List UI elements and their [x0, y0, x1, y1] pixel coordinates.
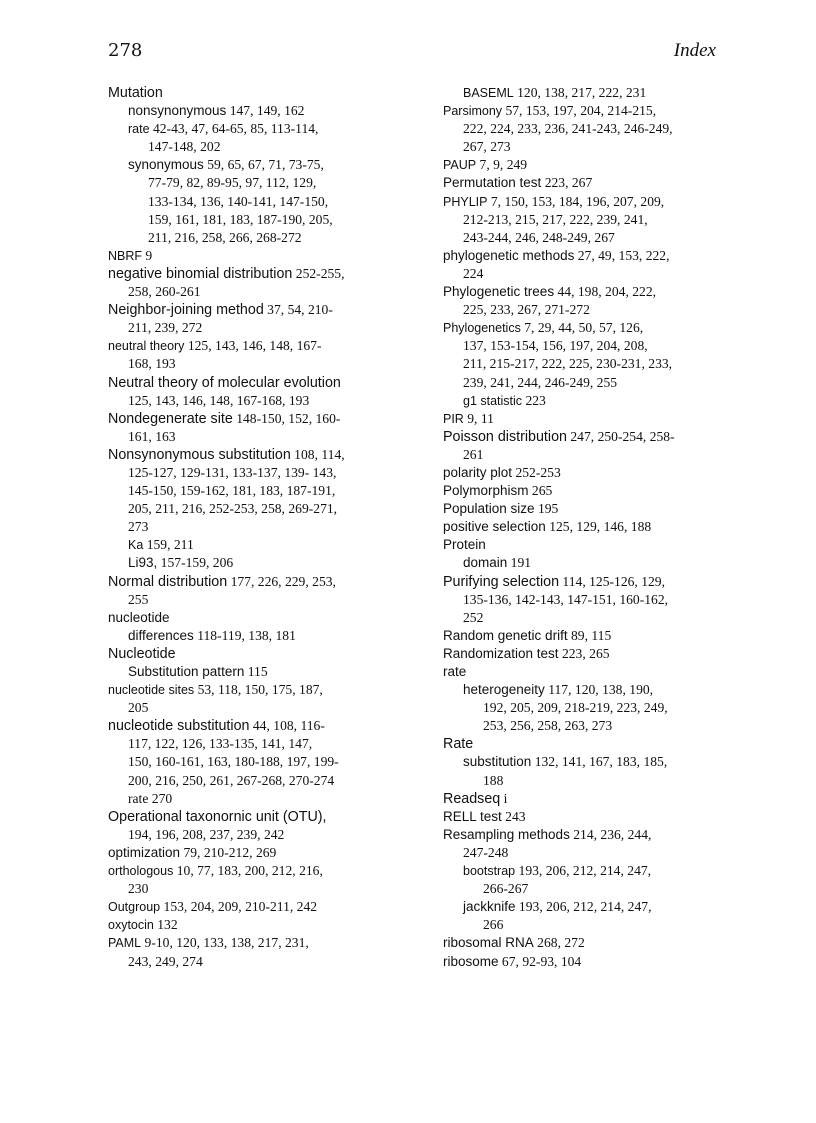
index-term: Resampling methods: [443, 826, 570, 842]
index-pages: 205, 211, 216, 252-253, 258, 269-271,: [128, 501, 338, 517]
index-term: NBRF: [108, 248, 143, 263]
index-line: [108, 84, 428, 102]
index-term: Phylogenetic trees: [443, 284, 555, 300]
index-line: [108, 156, 428, 174]
index-pages: 265: [528, 483, 553, 499]
index-term: Phylogenetics: [443, 321, 521, 336]
index-pages: 195: [534, 501, 559, 517]
running-head: Index: [673, 40, 716, 61]
index-pages: 168, 193: [128, 356, 176, 372]
index-pages: 79, 210-212, 269: [180, 844, 277, 860]
index-line: [108, 265, 428, 283]
index-line: [443, 753, 743, 771]
index-term: phylogenetic methods: [443, 247, 575, 263]
index-line: [443, 681, 743, 699]
index-term: Randomization test: [443, 645, 559, 661]
index-pages: 223: [522, 392, 546, 408]
index-term: Readseq: [443, 790, 501, 807]
index-pages: 148-150, 152, 160-: [232, 410, 341, 426]
index-term: ribosomal RNA: [443, 935, 534, 951]
index-line: [443, 193, 743, 211]
index-pages: 188: [483, 772, 504, 788]
index-term: domain: [463, 555, 508, 571]
index-line: [108, 355, 428, 373]
index-term: Nondegenerate site: [108, 410, 233, 427]
index-line: [108, 862, 428, 880]
index-line: [108, 102, 428, 120]
index-pages: 211, 216, 258, 266, 268-272: [148, 229, 302, 245]
index-pages: 125, 143, 146, 148, 167-: [184, 338, 322, 354]
index-line: [108, 790, 428, 808]
index-term: Protein: [443, 537, 486, 553]
index-line: [443, 410, 743, 428]
index-pages: 9, 11: [463, 410, 494, 426]
index-pages: 255: [128, 591, 149, 607]
index-pages: 223, 265: [558, 645, 610, 661]
index-pages: 7, 9, 249: [476, 157, 528, 173]
index-line: [443, 301, 743, 319]
index-line: [108, 916, 428, 934]
index-line: [108, 536, 428, 554]
index-pages: 147-148, 202: [148, 139, 221, 155]
index-line: [108, 211, 428, 229]
index-pages: 243: [501, 808, 526, 824]
index-term: oxytocin: [108, 918, 154, 933]
index-line: [443, 862, 743, 880]
index-pages: 225, 233, 267, 271-272: [463, 302, 590, 318]
index-line: [108, 374, 428, 392]
index-line: [443, 735, 743, 753]
index-term: Polymorphism: [443, 483, 529, 499]
index-line: [108, 554, 428, 572]
index-pages: 89, 115: [567, 627, 612, 643]
index-pages: 145-150, 159-162, 181, 183, 187-191,: [128, 483, 336, 499]
index-term: differences: [128, 627, 194, 643]
index-term: polarity plot: [443, 464, 513, 480]
index-term: Outgroup: [108, 900, 161, 915]
index-pages: 108, 114,: [290, 446, 345, 462]
index-pages: 7, 29, 44, 50, 57, 126,: [520, 320, 644, 336]
page-number: 278: [108, 40, 143, 61]
index-pages: 258, 260-261: [128, 284, 201, 300]
index-pages: 53, 118, 150, 175, 187,: [194, 682, 323, 698]
index-line: [443, 953, 743, 971]
index-pages: 27, 49, 153, 222,: [574, 247, 670, 263]
index-pages: 115: [244, 664, 268, 679]
index-pages: 214, 236, 244,: [569, 826, 652, 842]
index-line: [443, 844, 743, 862]
index-pages: 44, 108, 116-: [249, 718, 325, 734]
index-term: ribosome: [443, 953, 499, 969]
index-line: [108, 735, 428, 753]
index-line: [443, 663, 743, 681]
index-term: negative binomial distribution: [108, 265, 293, 282]
index-line: [108, 663, 428, 681]
index-line: [443, 898, 743, 916]
index-line: [108, 826, 428, 844]
index-term: positive selection: [443, 519, 546, 535]
index-pages: 153, 204, 209, 210-211, 242: [160, 899, 318, 915]
index-term: Nucleotide: [108, 645, 176, 662]
index-line: [443, 247, 743, 265]
index-pages: 147, 149, 162: [226, 103, 305, 119]
index-pages: 211, 239, 272: [128, 320, 203, 336]
index-line: [443, 536, 743, 554]
index-term: rate: [443, 664, 467, 679]
index-line: [443, 699, 743, 717]
index-line: [443, 84, 743, 102]
index-pages: 266-267: [483, 881, 529, 897]
index-term: nucleotide substitution: [108, 718, 250, 735]
index-line: [108, 337, 428, 355]
index-pages: 205: [128, 700, 149, 716]
index-pages: 150, 160-161, 163, 180-188, 197, 199-: [128, 754, 339, 770]
index-pages: 37, 54, 210-: [263, 302, 333, 318]
index-pages: 222, 224, 233, 236, 241-243, 246-249,: [463, 121, 673, 137]
index-line: [443, 156, 743, 174]
index-pages: 159, 211: [143, 537, 194, 553]
index-pages: 247-248: [463, 844, 509, 860]
index-pages: 191: [507, 555, 532, 571]
index-pages: 125, 143, 146, 148, 167-168, 193: [128, 392, 310, 408]
index-pages: 133-134, 136, 140-141, 147-150,: [148, 193, 329, 209]
index-term: PAML: [108, 936, 142, 951]
index-pages: 243-244, 246, 248-249, 267: [463, 229, 615, 245]
index-pages: 10, 77, 183, 200, 212, 216,: [173, 863, 323, 879]
index-line: [443, 826, 743, 844]
index-term: BASEML: [463, 86, 514, 100]
index-line: [108, 138, 428, 156]
index-line: [108, 880, 428, 898]
index-pages: 252-255,: [292, 265, 345, 281]
index-line: [443, 573, 743, 591]
index-column-right: [443, 84, 743, 971]
index-pages: 114, 125-126, 129,: [559, 573, 666, 589]
index-line: [443, 916, 743, 934]
index-line: [443, 591, 743, 609]
index-pages: 239, 241, 244, 246-249, 255: [463, 374, 618, 390]
index-line: [443, 645, 743, 663]
index-pages: 132: [153, 917, 178, 933]
index-line: [108, 753, 428, 771]
index-line: [108, 934, 428, 952]
index-line: [443, 934, 743, 952]
index-term: synonymous: [128, 157, 204, 173]
index-column-left: [108, 84, 428, 971]
index-pages: 132, 141, 167, 183, 185,: [531, 754, 668, 770]
index-line: [108, 283, 428, 301]
index-pages: 252-253: [512, 464, 561, 480]
index-pages: 211, 215-217, 222, 225, 230-231, 233,: [463, 356, 673, 372]
index-term: bootstrap: [463, 864, 516, 879]
index-pages: 9-10, 120, 133, 138, 217, 231,: [141, 935, 309, 951]
index-line: [443, 120, 743, 138]
page-header: [108, 40, 716, 64]
index-line: [108, 301, 428, 319]
index-line: [108, 717, 428, 735]
index-pages: 243, 249, 274: [128, 953, 203, 969]
index-line: [443, 446, 743, 464]
index-line: [443, 211, 743, 229]
index-term: Operational taxonornic unit (OTU),: [108, 808, 327, 825]
index-line: [443, 229, 743, 247]
index-line: [108, 392, 428, 410]
index-line: [443, 627, 743, 645]
index-pages: 7, 150, 153, 184, 196, 207, 209,: [487, 193, 665, 209]
index-term: PAUP: [443, 158, 477, 173]
index-term: Neutral theory of molecular evolution: [108, 374, 341, 391]
index-pages: 57, 153, 197, 204, 214-215,: [502, 103, 657, 119]
index-pages: 267, 273: [463, 139, 511, 155]
index-line: [108, 193, 428, 211]
index-line: [443, 609, 743, 627]
index-line: [443, 772, 743, 790]
index-term: Population size: [443, 501, 535, 517]
index-pages: 230: [128, 881, 149, 897]
index-pages: 193, 206, 212, 214, 247,: [515, 863, 652, 879]
index-pages: 247, 250-254, 258-: [566, 428, 675, 444]
index-pages: 44, 198, 204, 222,: [554, 284, 657, 300]
index-pages: 137, 153-154, 156, 197, 204, 208,: [463, 338, 648, 354]
index-line: [108, 319, 428, 337]
index-term: Nonsynonymous substitution: [108, 446, 291, 463]
index-line: [443, 500, 743, 518]
index-term: Permutation test: [443, 175, 542, 191]
index-line: [443, 392, 743, 410]
index-line: [108, 808, 428, 826]
index-line: [108, 627, 428, 645]
index-term: Mutation: [108, 85, 163, 101]
index-pages: 261: [463, 446, 484, 462]
index-line: [443, 717, 743, 735]
index-term: jackknife: [463, 899, 516, 915]
index-term: Rate: [443, 736, 474, 753]
index-line: [443, 554, 743, 572]
index-term: Random genetic drift: [443, 627, 568, 643]
index-line: [108, 518, 428, 536]
index-pages: rate 270: [128, 790, 173, 806]
index-term: Neighbor-joining method: [108, 302, 264, 319]
index-line: [108, 609, 428, 627]
index-pages: 159, 161, 181, 183, 187-190, 205,: [148, 211, 333, 227]
index-line: [108, 446, 428, 464]
index-term: PIR: [443, 411, 464, 426]
index-term: Ka: [128, 538, 144, 553]
index-term: neutral theory: [108, 339, 185, 354]
index-line: [108, 699, 428, 717]
index-term: nonsynonymous: [128, 103, 227, 119]
index-term: optimization: [108, 844, 181, 860]
index-line: [108, 898, 428, 916]
index-line: [443, 518, 743, 536]
index-line: [108, 464, 428, 482]
index-line: [443, 102, 743, 120]
index-term: RELL test: [443, 808, 502, 824]
index-line: [443, 355, 743, 373]
index-pages: 117, 120, 138, 190,: [544, 682, 654, 698]
index-line: [108, 410, 428, 428]
index-line: [108, 120, 428, 138]
index-line: [443, 790, 743, 808]
index-pages: 194, 196, 208, 237, 239, 242: [128, 826, 285, 842]
index-line: [443, 880, 743, 898]
index-term: nucleotide: [108, 609, 170, 625]
index-line: [443, 428, 743, 446]
index-pages: 67, 92-93, 104: [498, 953, 582, 969]
index-line: [108, 645, 428, 663]
index-line: [108, 772, 428, 790]
index-pages: 212-213, 215, 217, 222, 239, 241,: [463, 211, 648, 227]
index-pages: 224: [463, 265, 484, 281]
index-line: [443, 138, 743, 156]
index-line: [108, 428, 428, 446]
index-term: Substitution pattern: [128, 664, 245, 679]
index-line: [443, 265, 743, 283]
index-line: [443, 337, 743, 355]
index-pages: i: [500, 790, 508, 806]
index-term: heterogeneity: [463, 682, 545, 698]
index-pages: 253, 256, 258, 263, 273: [483, 718, 613, 734]
index-line: [108, 591, 428, 609]
index-pages: 252: [463, 609, 484, 625]
index-term: Li93,: [128, 555, 158, 571]
index-line: [443, 174, 743, 192]
index-line: [108, 229, 428, 247]
index-term: orthologous: [108, 864, 174, 879]
index-line: [443, 283, 743, 301]
index-line: [108, 844, 428, 862]
index-pages: 193, 206, 212, 214, 247,: [515, 899, 652, 915]
index-pages: 135-136, 142-143, 147-151, 160-162,: [463, 591, 669, 607]
index-pages: 177, 226, 229, 253,: [227, 573, 336, 589]
index-line: [108, 247, 428, 265]
index-line: [108, 174, 428, 192]
index-term: Poisson distribution: [443, 428, 567, 445]
index-pages: 273: [128, 519, 149, 535]
index-term: nucleotide sites: [108, 683, 195, 698]
index-line: [443, 464, 743, 482]
index-line: [108, 500, 428, 518]
index-pages: 9: [142, 247, 153, 263]
index-line: [108, 953, 428, 971]
index-pages: 42-43, 47, 64-65, 85, 113-114,: [149, 121, 319, 137]
index-line: [108, 681, 428, 699]
index-term: substitution: [463, 754, 532, 770]
index-pages: 59, 65, 67, 71, 73-75,: [203, 157, 324, 173]
index-pages: 125, 129, 146, 188: [545, 519, 652, 535]
index-term: Parsimony: [443, 104, 503, 119]
index-pages: 223, 267: [541, 175, 593, 191]
index-pages: 161, 163: [128, 428, 176, 444]
index-line: [108, 573, 428, 591]
index-pages: 192, 205, 209, 218-219, 223, 249,: [483, 700, 668, 716]
index-pages: 266: [483, 917, 504, 933]
index-pages: 118-119, 138, 181: [193, 627, 296, 643]
index-pages: 157-159, 206: [157, 555, 234, 571]
index-term: Purifying selection: [443, 573, 560, 590]
index-line: [443, 808, 743, 826]
index-term: PHYLIP: [443, 194, 488, 209]
index-line: [108, 482, 428, 500]
index-line: [443, 482, 743, 500]
index-pages: 77-79, 82, 89-95, 97, 112, 129,: [148, 175, 317, 191]
index-pages: 120, 138, 217, 222, 231: [513, 85, 647, 100]
index-term: g1 statistic: [463, 393, 523, 408]
index-term: rate: [128, 122, 150, 137]
index-pages: 200, 216, 250, 261, 267-268, 270-274: [128, 772, 335, 788]
index-line: [443, 319, 743, 337]
index-pages: 268, 272: [533, 935, 585, 951]
index-line: [443, 374, 743, 392]
index-pages: 125-127, 129-131, 133-137, 139- 143,: [128, 464, 337, 480]
index-pages: 117, 122, 126, 133-135, 141, 147,: [128, 736, 313, 752]
index-term: Normal distribution: [108, 573, 228, 590]
